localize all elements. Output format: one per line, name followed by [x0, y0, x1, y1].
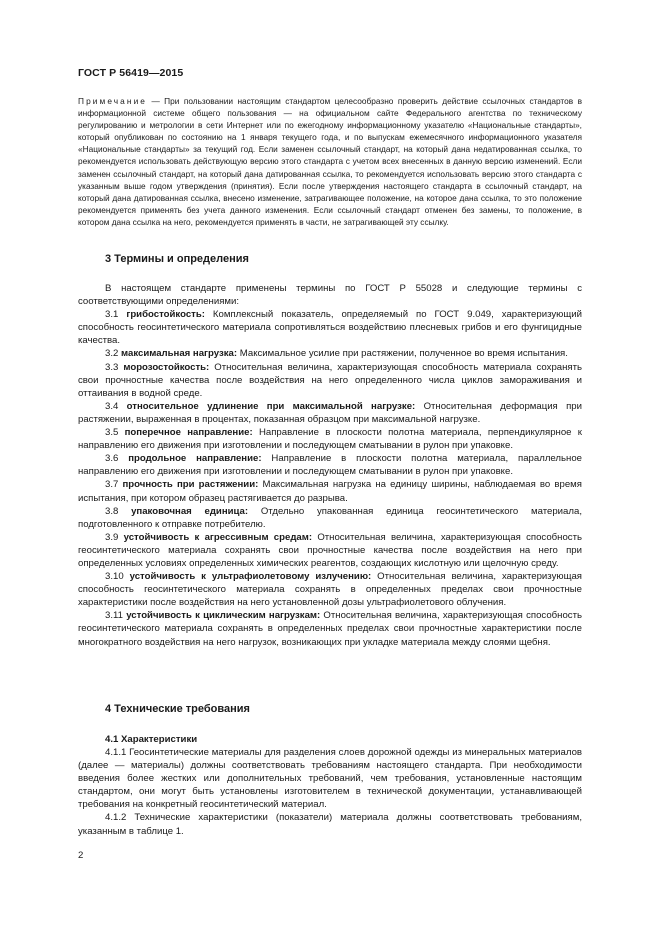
- term-3-10: [78, 570, 582, 609]
- note-label: Примечание: [78, 96, 148, 106]
- term-definition: Максимальное усилие при растяжении, полученное во время испытания.: [237, 348, 568, 360]
- term-number: 3.11: [105, 610, 127, 622]
- term-definition: Относительная величина, характеризующая способность геосинтетического материала сохранять в определенных пределах свои прочностные характеристики после воздействия на него установленной дозы ультрафиолетового облучения.: [78, 571, 582, 609]
- term-number: 3.9: [105, 531, 124, 543]
- term-3-1: [78, 308, 582, 347]
- term-name: устойчивость к ультрафиолетовому излучению:: [129, 571, 372, 583]
- term-3-6: [78, 452, 582, 478]
- term-definition: Отдельно упакованная единица геосинтетического материала, подготовленного к отправке потребителю.: [78, 505, 582, 530]
- term-name: упаковочная единица:: [131, 505, 249, 517]
- term-3-5: [78, 426, 582, 452]
- term-3-4: [78, 400, 582, 426]
- term-number: 3.8: [105, 505, 132, 517]
- subsection-4-1-title: 4.1 Характеристики: [105, 734, 198, 745]
- section-3-body: [78, 282, 582, 649]
- reference-note: [78, 95, 582, 228]
- term-name: морозостойкость:: [123, 361, 210, 373]
- note-text: — При пользовании настоящим стандартом целесообразно проверить действие ссылочных стандартов в информационной системе общего пользования — на официальном сайте Федерального агентства по техническому регулированию и метрологии в сети Интернет или по ежегодному информационному указателю «Национальные стандарты», который опубликован по состоянию на 1 января текущего года, и по выпускам ежемесячного информационного указателя «Национальные стандарты» за текущий год. Если заменен ссылочный стандарт, на который дана недатированная ссылка, то рекомендуется использовать действующую версию этого стандарта с учетом всех внесенных в данную версию изменений. Если заменен ссылочный стандарт, на который дана датированная ссылка, то рекомендуется использовать версию этого стандарта с указанным выше годом утверждения (принятия). Если после утверждения настоящего стандарта в ссылочный стандарт, на который дана датированная ссылка, внесено изменение, затрагивающее положение, на которое дана ссылка, то это положение рекомендуется применять без учета данного изменения. Если ссылочный стандарт отменен без замены, то положение, в котором дана ссылка на него, рекомендуется применять в части, не затрагивающей эту ссылку.: [78, 96, 582, 227]
- term-name: грибостойкость:: [126, 309, 205, 321]
- term-3-8: [78, 505, 582, 531]
- term-3-3: [78, 361, 582, 400]
- term-number: 3.7: [105, 479, 123, 491]
- term-number: 3.1: [105, 309, 127, 321]
- section-3-intro: В настоящем стандарте применены термины по ГОСТ Р 55028 и следующие термины с соответствующими определениями:: [78, 283, 582, 308]
- term-definition: Максимальная нагрузка на единицу ширины, наблюдаемая во время испытания, при котором образец растягивается до разрыва.: [78, 479, 582, 504]
- term-definition: Относительная деформация при растяжении, выраженная в процентах, показанная образцом при максимальной нагрузке.: [78, 400, 582, 425]
- term-number: 3.4: [105, 400, 127, 412]
- section-4-body: [78, 746, 582, 838]
- paragraph-4-1-1: 4.1.1 Геосинтетические материалы для разделения слоев дорожной одежды из минеральных материалов (далее — материалы) должны соответствовать требованиям настоящего стандарта. При необходимости введения более жестких или дополнительных требований, чем требования, установленные настоящим стандартом, они могут быть установлены изготовителем в технической документации, устанавливающей требования на конкретный геосинтетический материал.: [78, 747, 582, 811]
- term-number: 3.2: [105, 348, 122, 360]
- term-name: прочность при растяжении:: [122, 479, 259, 491]
- term-number: 3.5: [105, 427, 125, 439]
- term-definition: Относительная величина, характеризующая способность геосинтетического материала сохранять в определенных пределах свои прочностные характеристики после многократного воздействия на него нагрузок, возникающих при укладке материала между слоями щебня.: [78, 610, 582, 648]
- term-name: максимальная нагрузка:: [121, 348, 238, 360]
- term-definition: Относительная величина, характеризующая способность геосинтетического материала сохранять свои прочностные качества после воздействия на него при определенных условиях определенных химических реагентов, создающих кислотную или щелочную среду.: [78, 531, 582, 569]
- term-name: устойчивость к агрессивным средам:: [123, 531, 313, 543]
- term-definition: Комплексный показатель, определяемый по ГОСТ 9.049, характеризующий способность геосинтетического материала сопротивляться воздействию плесневых грибов и его фунгицидные качества.: [78, 309, 582, 347]
- section-3-title: 3 Термины и определения: [105, 253, 249, 265]
- term-number: 3.3: [105, 361, 124, 373]
- term-definition: Направление в плоскости полотна материала, перпендикулярное к направлению его движения при изготовлении и последующем сматывании в рулон при упаковке.: [78, 427, 582, 452]
- section-4-title: 4 Технические требования: [105, 703, 250, 715]
- term-name: продольное направление:: [128, 453, 262, 465]
- term-3-7: [78, 478, 582, 504]
- term-number: 3.6: [105, 453, 129, 465]
- term-name: поперечное направление:: [124, 427, 253, 439]
- term-definition: Направление в плоскости полотна материала, параллельное направлению его движения при изготовлении и последующем сматывании в рулон при упаковке.: [78, 453, 582, 478]
- term-3-11: [78, 609, 582, 648]
- page-number: 2: [78, 850, 84, 861]
- term-3-2: [78, 347, 582, 360]
- document-header: ГОСТ Р 56419—2015: [78, 67, 184, 79]
- term-definition: Относительная величина, характеризующая способность материала сохранять свои прочностные качества после воздействия на него определенного числа циклов замораживания и оттаивания в водной среде.: [78, 361, 582, 399]
- term-number: 3.10: [105, 571, 130, 583]
- paragraph-4-1-2: 4.1.2 Технические характеристики (показатели) материала должны соответствовать требованиям, указанным в таблице 1.: [78, 812, 582, 837]
- term-name: устойчивость к циклическим нагрузкам:: [126, 610, 321, 622]
- term-name: относительное удлинение при максимальной нагрузке:: [126, 400, 416, 412]
- term-3-9: [78, 531, 582, 570]
